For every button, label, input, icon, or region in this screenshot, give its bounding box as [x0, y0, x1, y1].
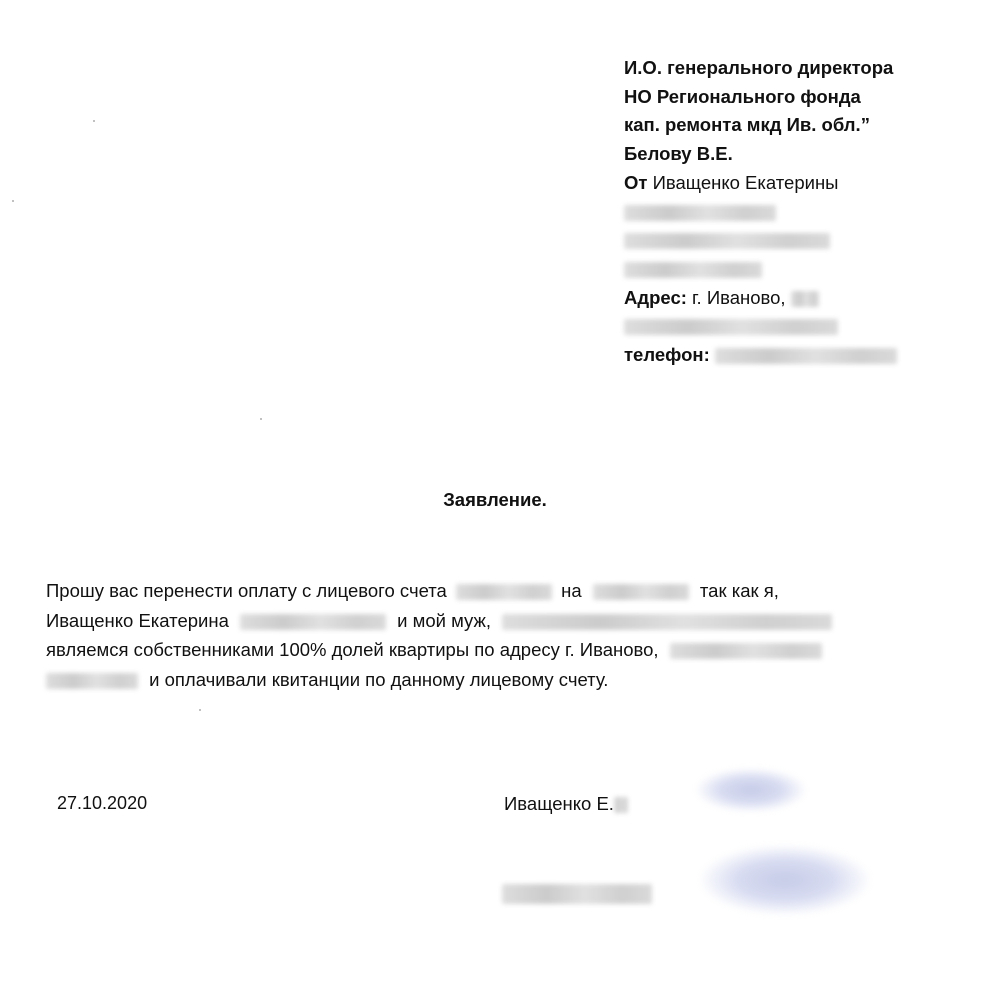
addressee-block — [624, 54, 974, 370]
redacted-text — [715, 348, 897, 364]
document-title: Заявление. — [443, 489, 547, 510]
addressee-organization-cont: кап. ремонта мкд Ив. обл.” — [624, 114, 870, 136]
body-text: на — [561, 580, 582, 601]
body-text: являемся собственниками 100% долей квартиры по адресу г. Иваново, — [46, 639, 659, 660]
addressee-name: Белову В.Е. — [624, 143, 733, 165]
sender-label: От — [624, 171, 648, 193]
document-date: 27.10.2020 — [57, 793, 148, 813]
redacted-line — [624, 312, 974, 341]
phone-label: телефон: — [624, 343, 710, 365]
body-line — [46, 635, 946, 665]
redacted-line — [624, 255, 974, 284]
redacted-text — [593, 584, 689, 600]
redacted-text — [624, 205, 776, 221]
redacted-text — [456, 584, 552, 600]
redacted-text — [240, 614, 386, 630]
sender-name: Иващенко Екатерины — [652, 171, 839, 193]
addressee-position: И.О. генерального директора — [624, 57, 894, 78]
body-text: и оплачивали квитанции по данному лицевому счету. — [149, 668, 609, 690]
redacted-text — [791, 291, 819, 307]
signer-name — [504, 793, 628, 815]
redacted-text — [624, 319, 838, 335]
redacted-text — [624, 262, 762, 278]
sender-line — [624, 169, 974, 198]
body-text: и мой муж, — [397, 609, 491, 631]
body-line — [46, 665, 946, 695]
redacted-text — [46, 673, 138, 689]
scan-speck — [260, 418, 262, 420]
addressee-organization: НО Регионального фонда — [624, 85, 861, 107]
redacted-text — [614, 797, 628, 813]
redacted-text — [624, 233, 830, 249]
redacted-line — [624, 197, 974, 226]
scan-speck — [12, 200, 14, 202]
statement-body — [46, 576, 946, 694]
signer-text: Иващенко Е. — [504, 793, 614, 814]
scan-speck — [199, 709, 201, 711]
phone-line — [624, 341, 974, 370]
redacted-line — [624, 226, 974, 255]
body-text: Иващенко Екатерина — [46, 609, 229, 631]
body-line — [46, 606, 946, 636]
body-text: так как я, — [699, 580, 779, 601]
address-line — [624, 284, 974, 313]
redacted-text — [670, 643, 822, 659]
body-text: Прошу вас перенести оплату с лицевого счета — [46, 580, 447, 601]
signature-mark — [696, 768, 806, 812]
redacted-text — [502, 614, 832, 630]
signature-mark — [700, 845, 870, 915]
redacted-text — [502, 884, 652, 904]
address-value: г. Иваново, — [692, 286, 786, 308]
scan-speck — [93, 120, 95, 122]
body-line — [46, 576, 946, 606]
address-label: Адрес: — [624, 286, 687, 308]
